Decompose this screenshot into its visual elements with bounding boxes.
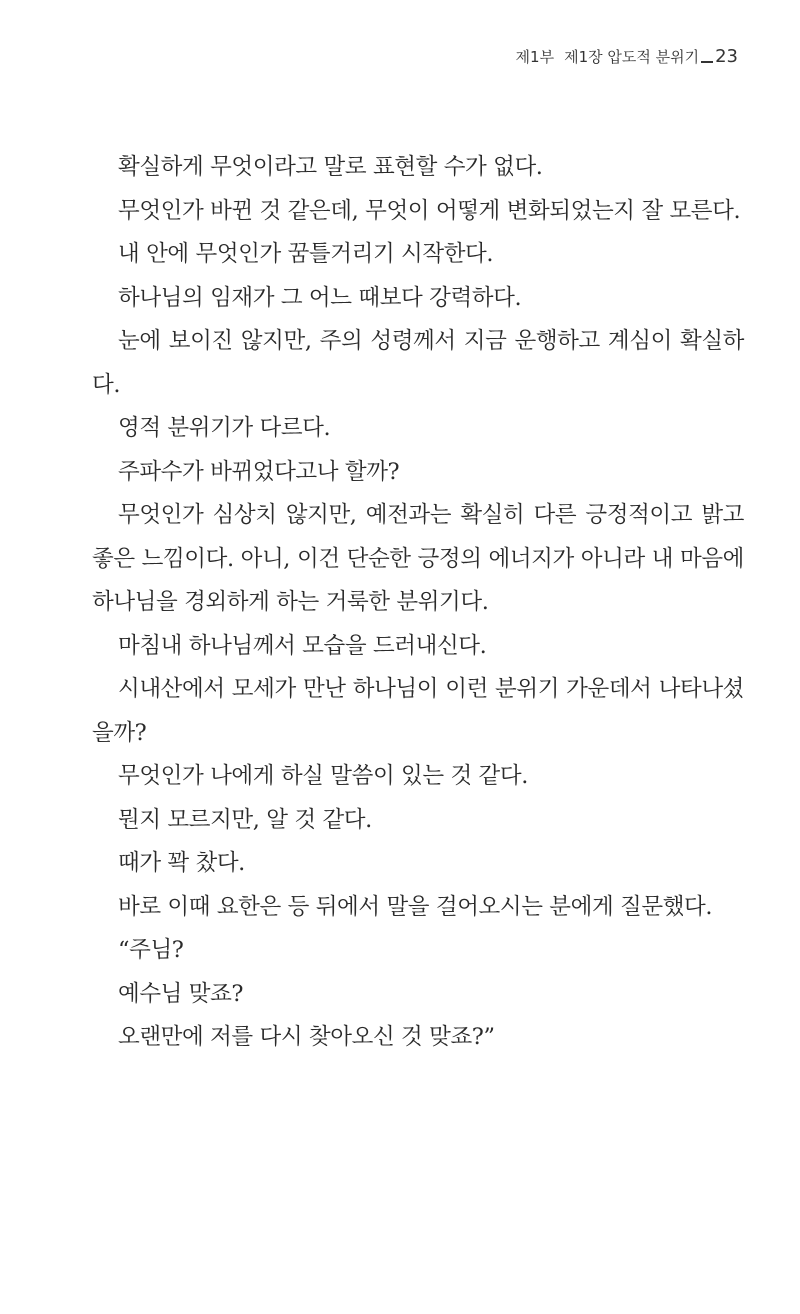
paragraph: 무엇인가 나에게 하실 말씀이 있는 것 같다. bbox=[118, 763, 528, 789]
paragraph: 예수님 맞죠? bbox=[118, 980, 244, 1007]
paragraph: 마침내 하나님께서 모습을 드러내신다. bbox=[118, 632, 487, 659]
chapter-title: 제1장 압도적 분위기 bbox=[564, 48, 700, 66]
paragraph: 무엇인가 바뀐 것 같은데, 무엇이 어떻게 변화되었는지 잘 모른다. bbox=[118, 197, 741, 224]
paragraph: 무엇인가 심상치 않지만, 예전과는 확실히 다른 긍정적이고 밝고 좋은 느낌이다. 아니, 이건 단순한 긍정의 에너지가 아니라 내 마음에 하나님을 경외하게 하는 거룩한 분위기다. bbox=[92, 502, 744, 615]
body-text bbox=[92, 146, 744, 1060]
paragraph: 뭔지 모르지만, 알 것 같다. bbox=[118, 806, 372, 833]
paragraph: 내 안에 무엇인가 꿈틀거리기 시작한다. bbox=[118, 241, 494, 267]
paragraph: 오랜만에 저를 다시 찾아오신 것 맞죠?” bbox=[118, 1024, 495, 1050]
paragraph: 바로 이때 요한은 등 뒤에서 말을 걸어오시는 분에게 질문했다. bbox=[118, 893, 713, 920]
paragraph: “주님? bbox=[118, 937, 184, 963]
paragraph: 확실하게 무엇이라고 말로 표현할 수가 없다. bbox=[118, 154, 543, 180]
paragraph: 영적 분위기가 다르다. bbox=[118, 415, 331, 441]
paragraph: 때가 꽉 찼다. bbox=[118, 850, 245, 876]
paragraph: 주파수가 바뀌었다고나 할까? bbox=[118, 458, 400, 485]
page-number: 23 bbox=[715, 46, 738, 67]
part-label: 제1부 bbox=[515, 48, 555, 66]
header-rule bbox=[701, 61, 713, 63]
running-header bbox=[516, 46, 738, 67]
paragraph: 눈에 보이진 않지만, 주의 성령께서 지금 운행하고 계심이 확실하다. bbox=[92, 328, 744, 398]
paragraph: 하나님의 임재가 그 어느 때보다 강력하다. bbox=[118, 284, 522, 311]
paragraph: 시내산에서 모세가 만난 하나님이 이런 분위기 가운데서 나타나셨을까? bbox=[92, 676, 744, 746]
